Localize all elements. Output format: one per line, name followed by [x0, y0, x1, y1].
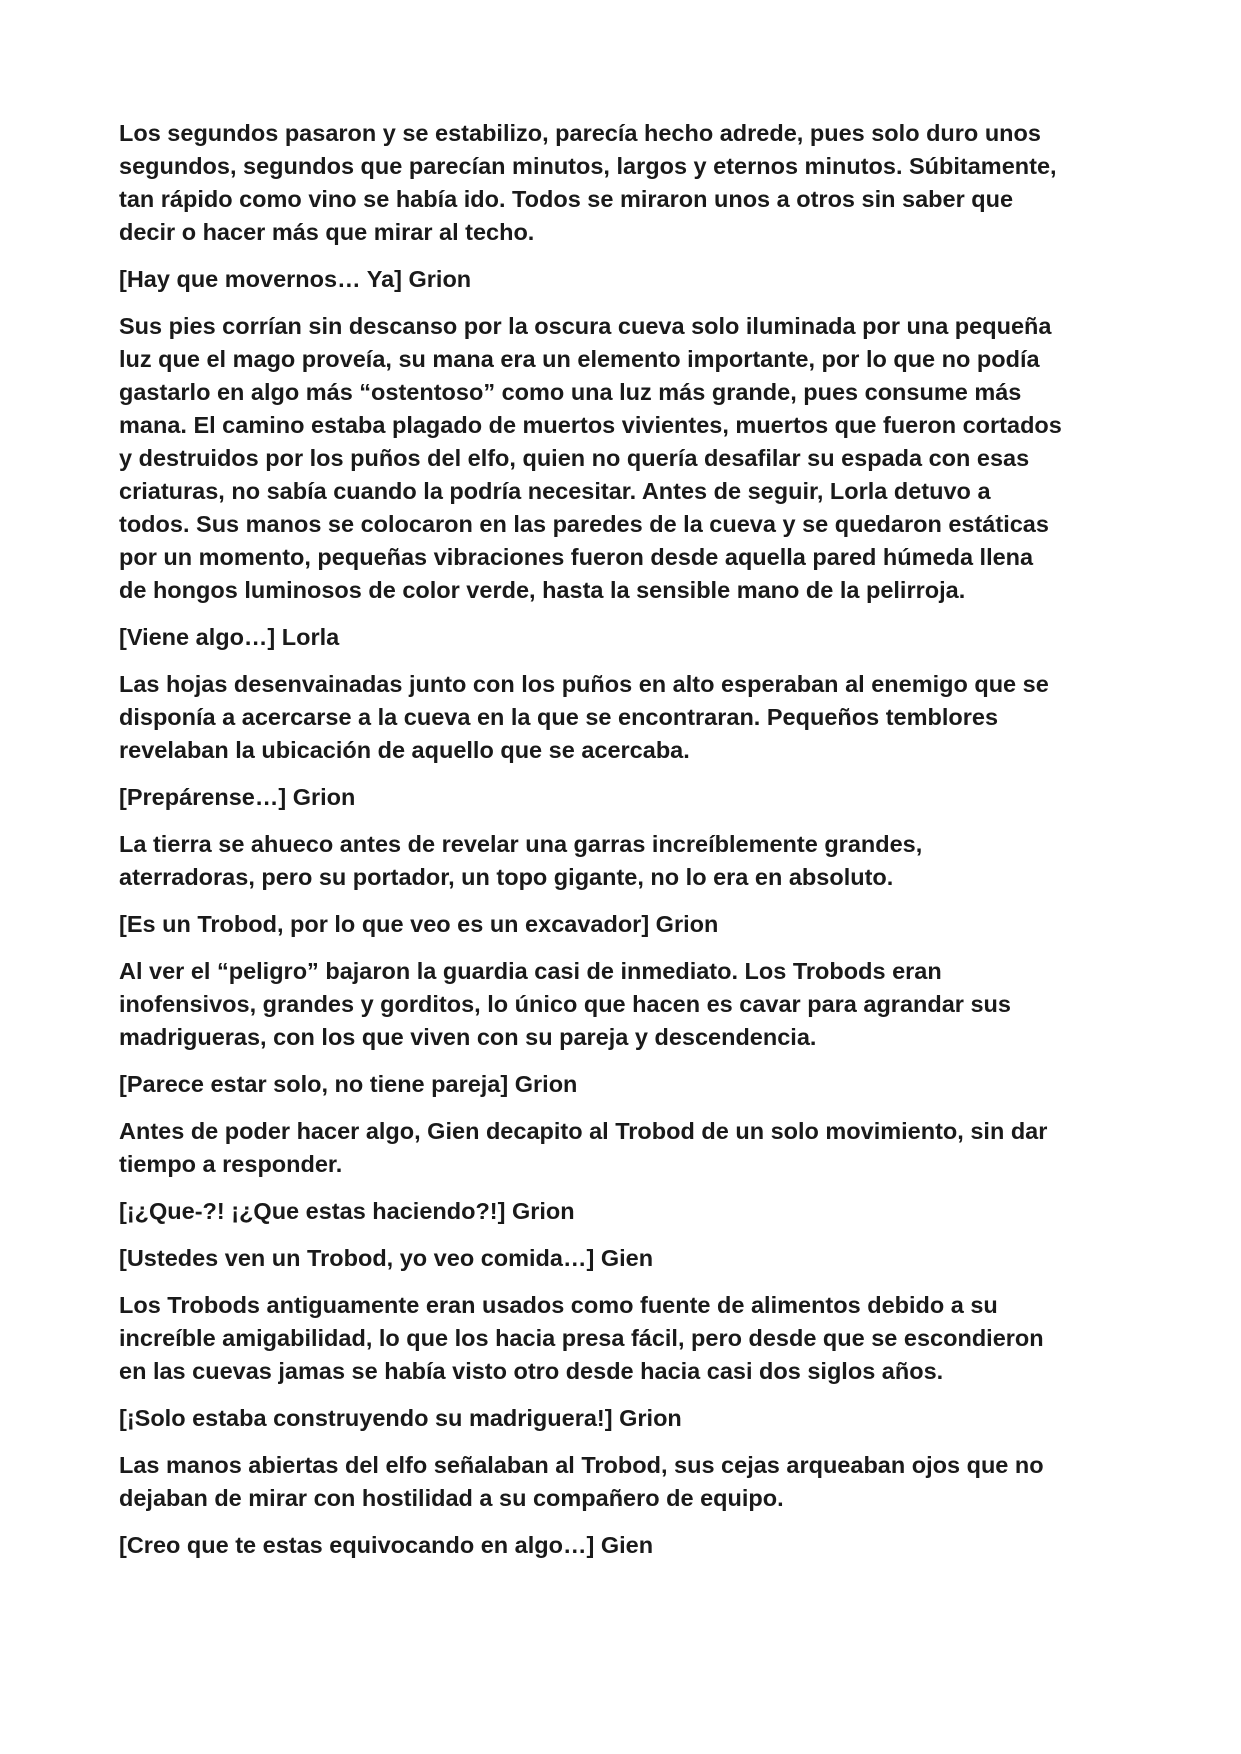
paragraph: La tierra se ahueco antes de revelar una garras increíblemente grandes, aterradoras, pero su portador, un topo gigante, no lo era en absoluto. [119, 831, 923, 890]
dialogue-line: [Prepárense…] Grion [119, 784, 356, 810]
paragraph: Los Trobods antiguamente eran usados como fuente de alimentos debido a su increíble amigabilidad, lo que los hacia presa fácil, pero desde que se escondieron en las cuevas jamas se había visto otro desde hacia casi dos siglos años. [119, 1292, 1044, 1384]
dialogue-line: [¡¿Que-?! ¡¿Que estas haciendo?!] Grion [119, 1198, 575, 1224]
paragraph: Las manos abiertas del elfo señalaban al Trobod, sus cejas arqueaban ojos que no dejaban de mirar con hostilidad a su compañero de equipo. [119, 1452, 1044, 1511]
dialogue-line: [Viene algo…] Lorla [119, 624, 340, 650]
dialogue-line: [Parece estar solo, no tiene pareja] Grion [119, 1071, 578, 1097]
dialogue-line: [Creo que te estas equivocando en algo…] Gien [119, 1532, 654, 1558]
dialogue-line: [Hay que movernos… Ya] Grion [119, 266, 472, 292]
paragraph: Sus pies corrían sin descanso por la oscura cueva solo iluminada por una pequeña luz que el mago proveía, su mana era un elemento importante, por lo que no podía gastarlo en algo más “ostentoso” como una luz más grande, pues consume más mana. El camino estaba plagado de muertos vivientes, muertos que fueron cortados y destruidos por los puños del elfo, quien no quería desafilar su espada con esas criaturas, no sabía cuando la podría necesitar. Antes de seguir, Lorla detuvo a todos. Sus manos se colocaron en las paredes de la cueva y se quedaron estáticas por un momento, pequeñas vibraciones fueron desde aquella pared húmeda llena de hongos luminosos de color verde, hasta la sensible mano de la pelirroja. [119, 313, 1062, 603]
dialogue-line: [¡Solo estaba construyendo su madriguera!] Grion [119, 1405, 682, 1431]
paragraph: Antes de poder hacer algo, Gien decapito al Trobod de un solo movimiento, sin dar tiempo a responder. [119, 1118, 1048, 1177]
dialogue-line: [Ustedes ven un Trobod, yo veo comida…] Gien [119, 1245, 654, 1271]
paragraph: Los segundos pasaron y se estabilizo, parecía hecho adrede, pues solo duro unos segundos, segundos que parecían minutos, largos y eternos minutos. Súbitamente, tan rápido como vino se había ido. Todos se miraron unos a otros sin saber que decir o hacer más que mirar al techo. [119, 120, 1057, 245]
paragraph: Las hojas desenvainadas junto con los puños en alto esperaban al enemigo que se disponía a acercarse a la cueva en la que se encontraran. Pequeños temblores revelaban la ubicación de aquello que se acercaba. [119, 671, 1049, 763]
paragraph: Al ver el “peligro” bajaron la guardia casi de inmediato. Los Trobods eran inofensivos, grandes y gorditos, lo único que hacen es cavar para agrandar sus madrigueras, con los que viven con su pareja y descendencia. [119, 958, 1011, 1050]
document-body [119, 117, 1129, 1576]
dialogue-line: [Es un Trobod, por lo que veo es un excavador] Grion [119, 911, 719, 937]
